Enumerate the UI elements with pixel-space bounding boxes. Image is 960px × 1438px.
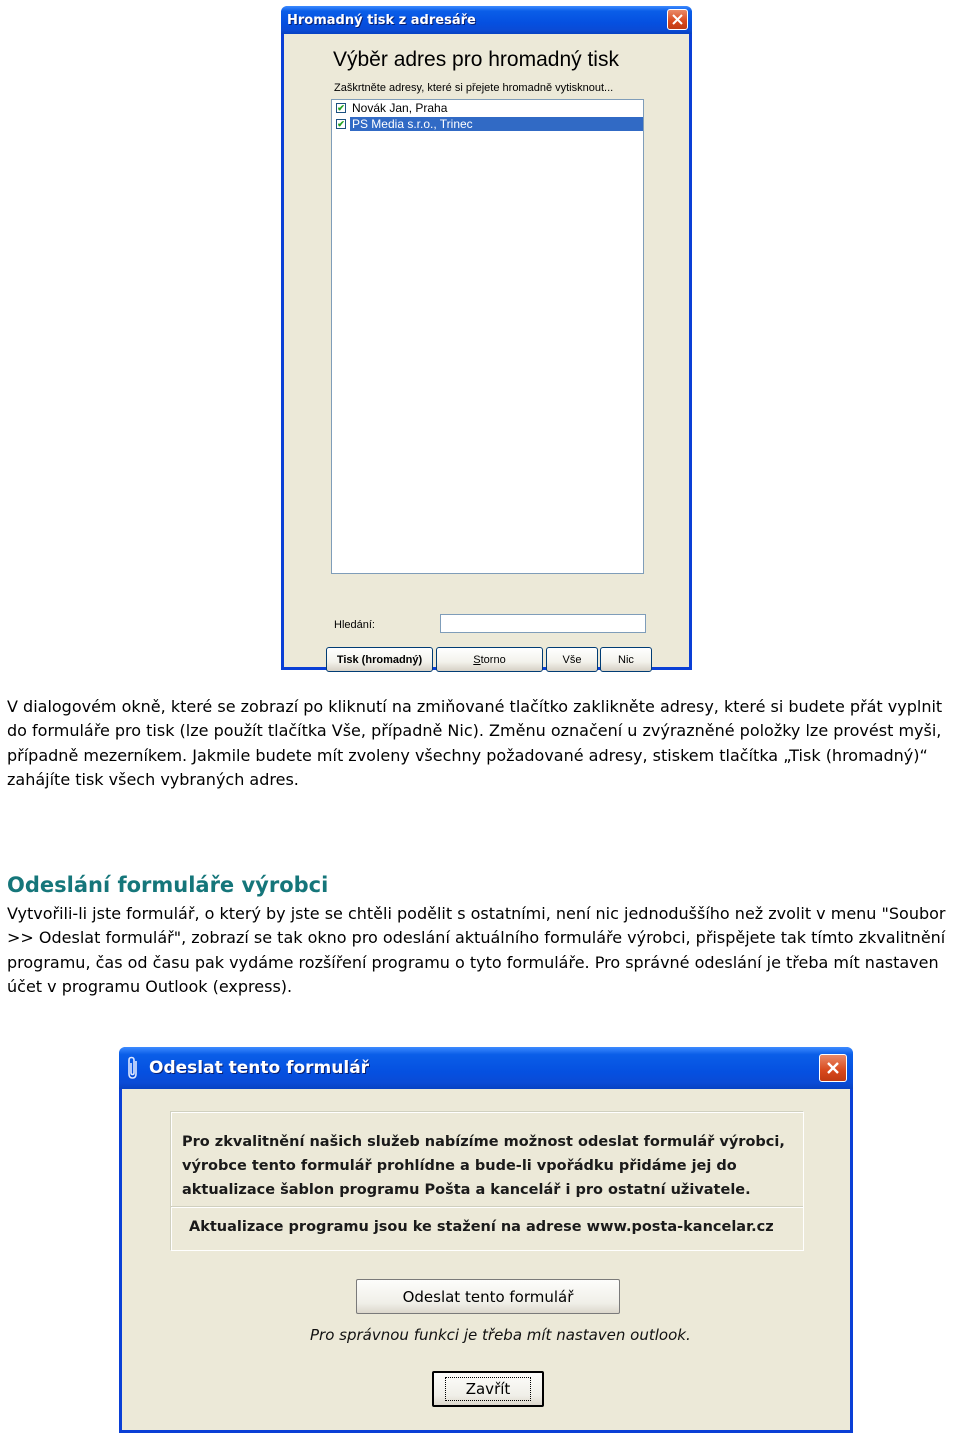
dialog-titlebar[interactable] xyxy=(281,6,692,34)
update-text: Aktualizace programu jsou ke stažení na adrese www.posta-kancelar.cz xyxy=(189,1219,774,1235)
list-item-label: PS Media s.r.o., Trinec xyxy=(350,117,643,131)
dialog-titlebar[interactable] xyxy=(119,1047,853,1089)
close-button-label: Zavřít xyxy=(445,1377,532,1401)
outlook-note: Pro správnou funkci je třeba mít nastaven outlook. xyxy=(310,1326,691,1344)
dialog-heading: Výběr adres pro hromadný tisk xyxy=(333,48,619,71)
divider xyxy=(171,1206,803,1208)
address-print-dialog xyxy=(281,6,692,670)
print-button[interactable]: Tisk (hromadný) xyxy=(326,647,433,672)
dialog-title: Odeslat tento formulář xyxy=(149,1058,370,1078)
dialog-instructions: Zaškrtněte adresy, které si přejete hromadně vytisknout... xyxy=(334,82,614,94)
dialog-title: Hromadný tisk z adresáře xyxy=(287,12,476,28)
send-form-dialog xyxy=(119,1047,853,1433)
list-item[interactable] xyxy=(332,116,643,132)
list-item[interactable] xyxy=(332,100,643,116)
info-group xyxy=(170,1111,804,1251)
search-input[interactable] xyxy=(440,614,646,633)
select-none-button[interactable]: Nic xyxy=(600,647,652,672)
section-paragraph: Vytvořili-li jste formulář, o který by jste se chtěli podělit s ostatními, není nic jednoduššího než zvolit v menu "Soubor >> Odeslat formulář", zobrazí se tak okno pro odeslání aktuálního formuláře výrobci, přispějete tak tímto zkvalitnění programu, čas od času pak vydáme rozšíření programu o tyto formuláře. Pro správné odeslání je třeba mít nastaven účet v programu Outlook (express). xyxy=(7,904,946,996)
section-heading: Odeslání formuláře výrobci xyxy=(7,873,329,897)
list-item-label: Novák Jan, Praha xyxy=(352,101,448,115)
dialog-body xyxy=(122,1089,850,1430)
close-icon[interactable] xyxy=(667,9,688,30)
select-all-button[interactable]: Vše xyxy=(546,647,598,672)
cancel-button[interactable] xyxy=(436,647,543,672)
close-icon[interactable] xyxy=(819,1054,847,1082)
dialog-body xyxy=(284,34,689,667)
cancel-label: torno xyxy=(480,653,506,666)
checkbox[interactable]: ✔ xyxy=(337,118,345,129)
info-text: Pro zkvalitnění našich služeb nabízíme možnost odeslat formulář výrobci, výrobce tento formulář prohlídne a bude-li vpořádku přidáme jej do aktualizace šablon programu Pošta a kancelář i pro ostatní uživatele. xyxy=(182,1134,785,1198)
instructions-paragraph: V dialogovém okně, které se zobrazí po kliknutí na zmiňované tlačítko zaklikněte adresy, které si budete přát vyplnit do formuláře pro tisk (lze použít tlačítka Vše, případně Nic). Změnu označení u zvýrazněné položky lze provést myši, případně mezerníkem. Jakmile budete mít zvoleny všechny požadované adresy, stiskem tlačítka „Tisk (hromadný)“ zahájíte tisk všech vybraných adres. xyxy=(7,697,943,789)
paperclip-icon xyxy=(125,1056,141,1080)
send-form-button[interactable]: Odeslat tento formulář xyxy=(356,1279,620,1314)
close-button[interactable] xyxy=(432,1371,544,1407)
search-label: Hledání: xyxy=(334,619,375,631)
cancel-accelerator: S xyxy=(473,653,481,666)
address-list[interactable] xyxy=(331,99,644,574)
checkbox[interactable]: ✔ xyxy=(337,102,345,113)
